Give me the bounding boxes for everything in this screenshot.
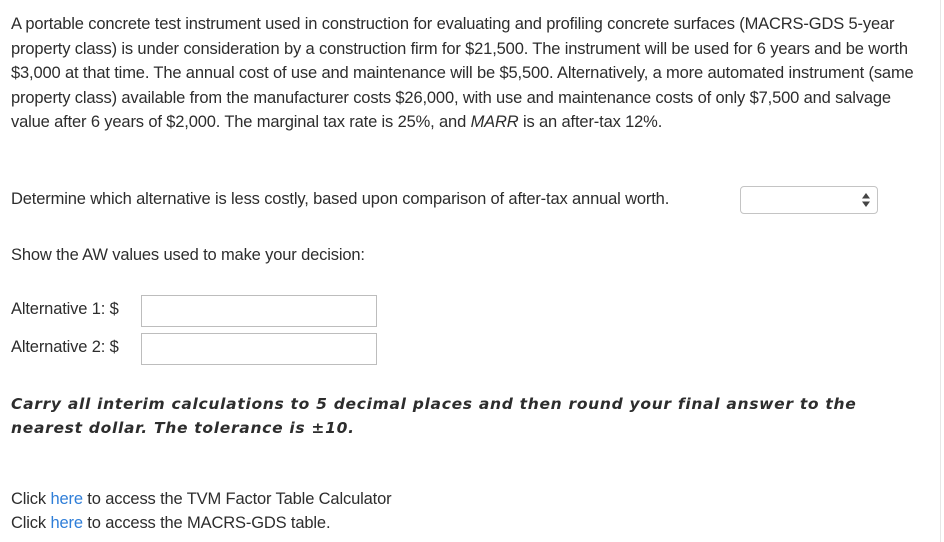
tvm-link-suffix: to access the TVM Factor Table Calculator [82,490,392,508]
macrs-table-link[interactable]: here [50,514,83,532]
alternative-select[interactable] [740,186,878,214]
problem-text-start: A portable concrete test instrument used in construction for evaluating and profiling concrete surfaces (MACRS-GDS 5-year property class) is under consideration by a construction firm for $21,500. The instrument will be used for 6 years and be worth $3,000 at that time. The annual cost of use and maintenance will be $5,500. Alternatively, a more automated instrument (same property class) available from the manufacturer costs $26,000, with use and maintenance costs of only $7,500 and salvage value after 6 years of $2,000. The marginal tax rate is 25%, and [11,15,914,131]
tvm-link-prefix: Click [11,490,51,508]
alternative-1-input[interactable] [141,295,377,327]
alternative-1-label: Alternative 1: $ [11,300,119,318]
marr-term: MARR [470,113,519,131]
alternative-2-label: Alternative 2: $ [11,338,119,356]
page-edge-divider [940,0,941,542]
problem-statement [11,12,929,135]
aw-prompt: Show the AW values used to make your decision: [11,246,365,264]
problem-text-end: is an after-tax 12%. [518,113,663,131]
macrs-link-suffix: to access the MACRS-GDS table. [82,514,331,532]
tvm-calculator-link[interactable]: here [50,490,83,508]
alternative-2-input[interactable] [141,333,377,365]
macrs-table-line [11,511,330,535]
tvm-calculator-line [11,487,391,511]
macrs-link-prefix: Click [11,514,51,532]
rounding-instructions: Carry all interim calculations to 5 decimal places and then round your final answer to the nearest dollar. The tolerance is ±10. [11,395,857,437]
up-down-arrows-icon [861,192,871,208]
question-label: Determine which alternative is less costly, based upon comparison of after-tax annual worth. [11,190,670,208]
